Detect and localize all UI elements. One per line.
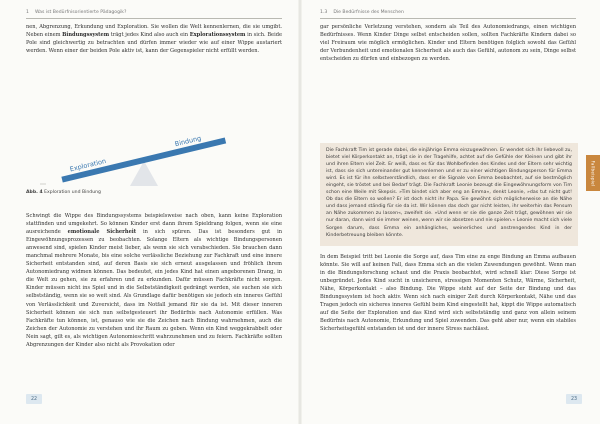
chapter-title: Was ist Bedürfnisorientierte Pädagogik? xyxy=(34,9,127,15)
case-example-tab xyxy=(586,155,600,191)
paragraph-explanation: In dem Beispiel tritt bei Leonie die Sorge auf, dass Tim eine zu enge Bindung an Emma aufbauen könnte. Sie will auf keinen Fall, dass Emma sich an die vielen Zuwendungen gewöhnt. Wenn man in die Bindungsforschung schaut und die Praxis beobachtet, wird schnell klar: Diese Sorge ist unbegründet. Jedes Kind sucht in unsicheren, stressigen Momenten Schutz, Wärme, Sicherheit, Nähe, Körperkontakt – also Bindung. Die Wippe steht auf der Seite der Bindung und das Bindungssystem ist hoch aktiv. Wenn sich nach einiger Zeit durch Körperkontakt, Nähe und das Tragen jedoch ein sicheres inneres Gefühl beim Kind eingestellt hat, kippt die Wippe automatisch auf die Seite der Exploration und das Kind wird sich selbstständig und ganz von allein seinem Bedürfnis nach Autonomie, Erkundung und Spiel zuwenden. Das geht aber nur, wenn ein stabiles Sicherheitsgefühl entstanden ist und der innere Stress nachlässt. xyxy=(320,254,576,333)
paragraph-main: Schwingt die Wippe des Bindungssystems beispielsweise nach oben, kann keine Exploration stattfinden und umgekehrt. So können Kinder erst dann ihrem Spieldrang folgen, wenn sie eine ausreichende emotionale Sicherheit in sich spüren. Das ist besonders gut in Eingewöhnungsprozessen zu beobachten. Solange Eltern als wichtige Bindungspersonen anwesend sind, spielen Kinder meist lieber, als wenn sie sich verabschieden. Sie brauchen dann manchmal mehrere Monate, bis eine solche verlässliche Beziehung zur Fachkraft und eine innere Sicherheit entstanden sind, auf deren Basis sie sich erneut ausgelassen und fröhlich ihrem Autonomiedrang widmen können. Das bedeutet, ein jedes Kind hat einen angeborenen Drang, in die Welt zu gehen, sie zu erfahren und zu erkunden. Dafür müssen Fachkräfte nicht sorgen. Kinder müssen nicht ins Spiel und in die Selbstständigkeit gedrängt werden, sie suchen sie sich selbstständig, wenn sie so weit sind. Als Grundlage dafür benötigen sie jedoch ein inneres Gefühl von Verlässlichkeit und Zuversicht, dass im Notfall jemand für sie da ist. Mit dieser inneren Sicherheit können sie sich nun selbstgesteuert ihr Bedürfnis nach Autonomie erfüllen. Was Fachkräfte tun können, ist, genauso wie sie die Zeichen nach Bindung wahrnehmen, auch die Zeichen der Autonomie zu verstehen und ihr Raum zu geben. Wenn ein Kind weggekrabbelt oder Nein sagt, gilt es, als wichtigen Autonomieschritt wahrzunehmen und zu feiern. Fachkräfte sollten Abgrenzungen der Kinder also nicht als Provokation oder xyxy=(26,213,282,348)
header-rule xyxy=(320,18,576,19)
figure-caption xyxy=(26,190,101,195)
paragraph-intro: nen, Abgrenzung, Erkundung und Exploration. Sie wollen die Welt kennenlernen, die sie umgibt. Neben einem Bindungssystem trägt jedes Kind also auch ein Explorationssystem in sich. Beide Pole sind gleichwertig zu betrachten und dürfen immer wieder wie auf einer Wippe austariert werden. Wenn einer der beiden Pole aktiv ist, kann der Gegenspieler nicht erfüllt werden. xyxy=(26,24,282,55)
section-number: 1.3 xyxy=(320,9,328,15)
running-head-left xyxy=(26,6,282,18)
case-example-box: Die Fachkraft Tim ist gerade dabei, die einjährige Emma einzugewöhnen. Er wendet sich ihr liebevoll zu, bietet viel Körperkontakt an, trägt sie in der Tragehilfe, achtet auf die Gefühle der Kleinen und gibt ihr und ihren Eltern viel Zeit. Er weiß, dass es für das Wohlbefinden des Kindes und der Eltern sehr wichtig ist, dass sie sich untereinander gut kennenlernen und er zu einer wichtigen Bindungsperson für Emma wird. Es ist für ihn selbstverständlich, dass er die Signale von Emma beobachtet, auf sie bestmöglich eingeht, sie tröstet und bei Bedarf trägt. Die Fachkraft Leonie bezeugt die Eingewöhnungsform von Tim schon eine Weile mit Skepsis. »Tim bindet sich aber eng an Emma«, denkt Leonie, »das tut nicht gut! Ob das die Eltern so wollen? Er ist doch nicht ihr Papa. Sie gewöhnt sich möglicherweise an die Nähe und dass jemand ständig für sie da ist. Wir können das doch gar nicht leisten, ihr weiterhin das Pensum an Nähe zukommen zu lassen«, zweifelt sie. »Und wenn er sie die ganze Zeit trägt, gewöhnen wir sie nur daran, dann wird sie immer weinen, wenn wir sie absetzen und nie spielen.« Leonie macht sich viele Sorgen darum, dass Emma ein anhängliches, weinerliches und anstrengendes Kind in der Kinderbetreuung bleiben könnte. xyxy=(320,143,578,246)
section-title: Die Bedürfnisse des Menschen xyxy=(333,9,404,15)
figure-caption-text: Exploration und Bindung xyxy=(44,190,101,195)
paragraph-continued: gar persönliche Verletzung verstehen, sondern als Teil des Autonomiedrangs, einen wichtigen Bedürfnisses. Wenn Kinder Dinge selbst entscheiden sollen, sollten Fachkräfte Kindern dabei so viel Freiraum wie möglich ermöglichen. Kinder und Eltern benötigen folglich sowohl das Gefühl der Verbundenheit und emotionalen Sicherheit als auch das Gefühl, autonom zu sein, Dinge selbst entscheiden zu dürfen und einbezogen zu werden. xyxy=(320,24,576,63)
right-page xyxy=(300,0,600,424)
header-rule xyxy=(26,18,282,19)
book-gutter xyxy=(298,0,302,424)
seesaw-figure xyxy=(26,98,256,188)
term-emotionale-sicherheit: emotionale Sicherheit xyxy=(67,229,137,236)
label-exploration: Exploration xyxy=(69,157,107,174)
side-tab-label: Fallbeispiel xyxy=(590,160,596,186)
running-head-right xyxy=(320,6,574,18)
page-number-left: 22 xyxy=(26,394,42,404)
term-explorationssystem: Explorationssystem xyxy=(189,32,246,39)
chapter-number: 1 xyxy=(26,9,29,15)
term-bindungssystem: Bindungssystem xyxy=(62,32,110,39)
figure-number: Abb. 4 xyxy=(26,190,43,195)
label-bindung: Bindung xyxy=(174,134,203,149)
page-number-right: 23 xyxy=(566,394,582,404)
